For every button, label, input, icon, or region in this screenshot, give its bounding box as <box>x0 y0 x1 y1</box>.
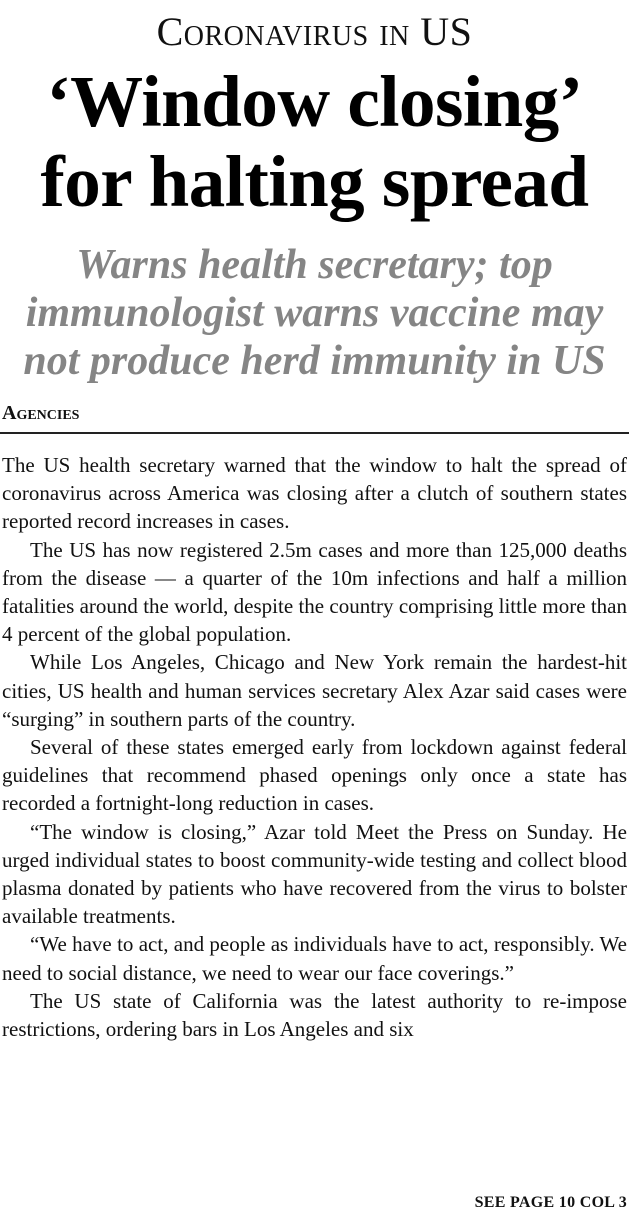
continuation-jump: SEE PAGE 10 COL 3 <box>474 1194 627 1211</box>
subheadline-line-3: not produce herd immunity in US <box>23 338 606 384</box>
paragraph-5: “The window is closing,” Azar told Meet the Press on Sunday. He urged individual states to boost community-wide testing and collect blood plasma donated by patients who have recovered from the virus to bolster available treatments. <box>2 819 627 929</box>
paragraph-2: The US has now registered 2.5m cases and more than 125,000 deaths from the disease — a quarter of the 10m infections and half a million fatalities around the world, despite the country comprising little more than 4 percent of the global population. <box>2 537 627 647</box>
subheadline-line-2: immunologist warns vaccine may <box>25 290 604 336</box>
paragraph-4: Several of these states emerged early from lockdown against federal guidelines that recommend phased openings only once a state has recorded a fortnight-long reduction in cases. <box>2 735 627 816</box>
headline-line-1: ‘Window closing’ <box>46 61 583 142</box>
byline: Agencies <box>2 402 80 424</box>
paragraph-1: The US health secretary warned that the window to halt the spread of coronavirus across America was closing after a clutch of southern states reported record increases in cases. <box>2 453 627 534</box>
subheadline <box>0 241 629 385</box>
divider-rule <box>0 432 629 434</box>
headline <box>0 62 629 222</box>
headline-line-2: for halting spread <box>40 141 589 222</box>
subheadline-line-1: Warns health secretary; top <box>76 242 553 288</box>
section-kicker: Coronavirus in US <box>156 9 473 54</box>
paragraph-3: While Los Angeles, Chicago and New York remain the hardest-hit cities, US health and human services secretary Alex Azar said cases were “surging” in southern parts of the country. <box>2 650 627 731</box>
paragraph-6: “We have to act, and people as individuals have to act, responsibly. We need to social distance, we need to wear our face coverings.” <box>2 932 627 985</box>
paragraph-7: The US state of California was the latest authority to re-impose restrictions, ordering bars in Los Angeles and six <box>2 988 627 1042</box>
article-body <box>2 451 627 1043</box>
